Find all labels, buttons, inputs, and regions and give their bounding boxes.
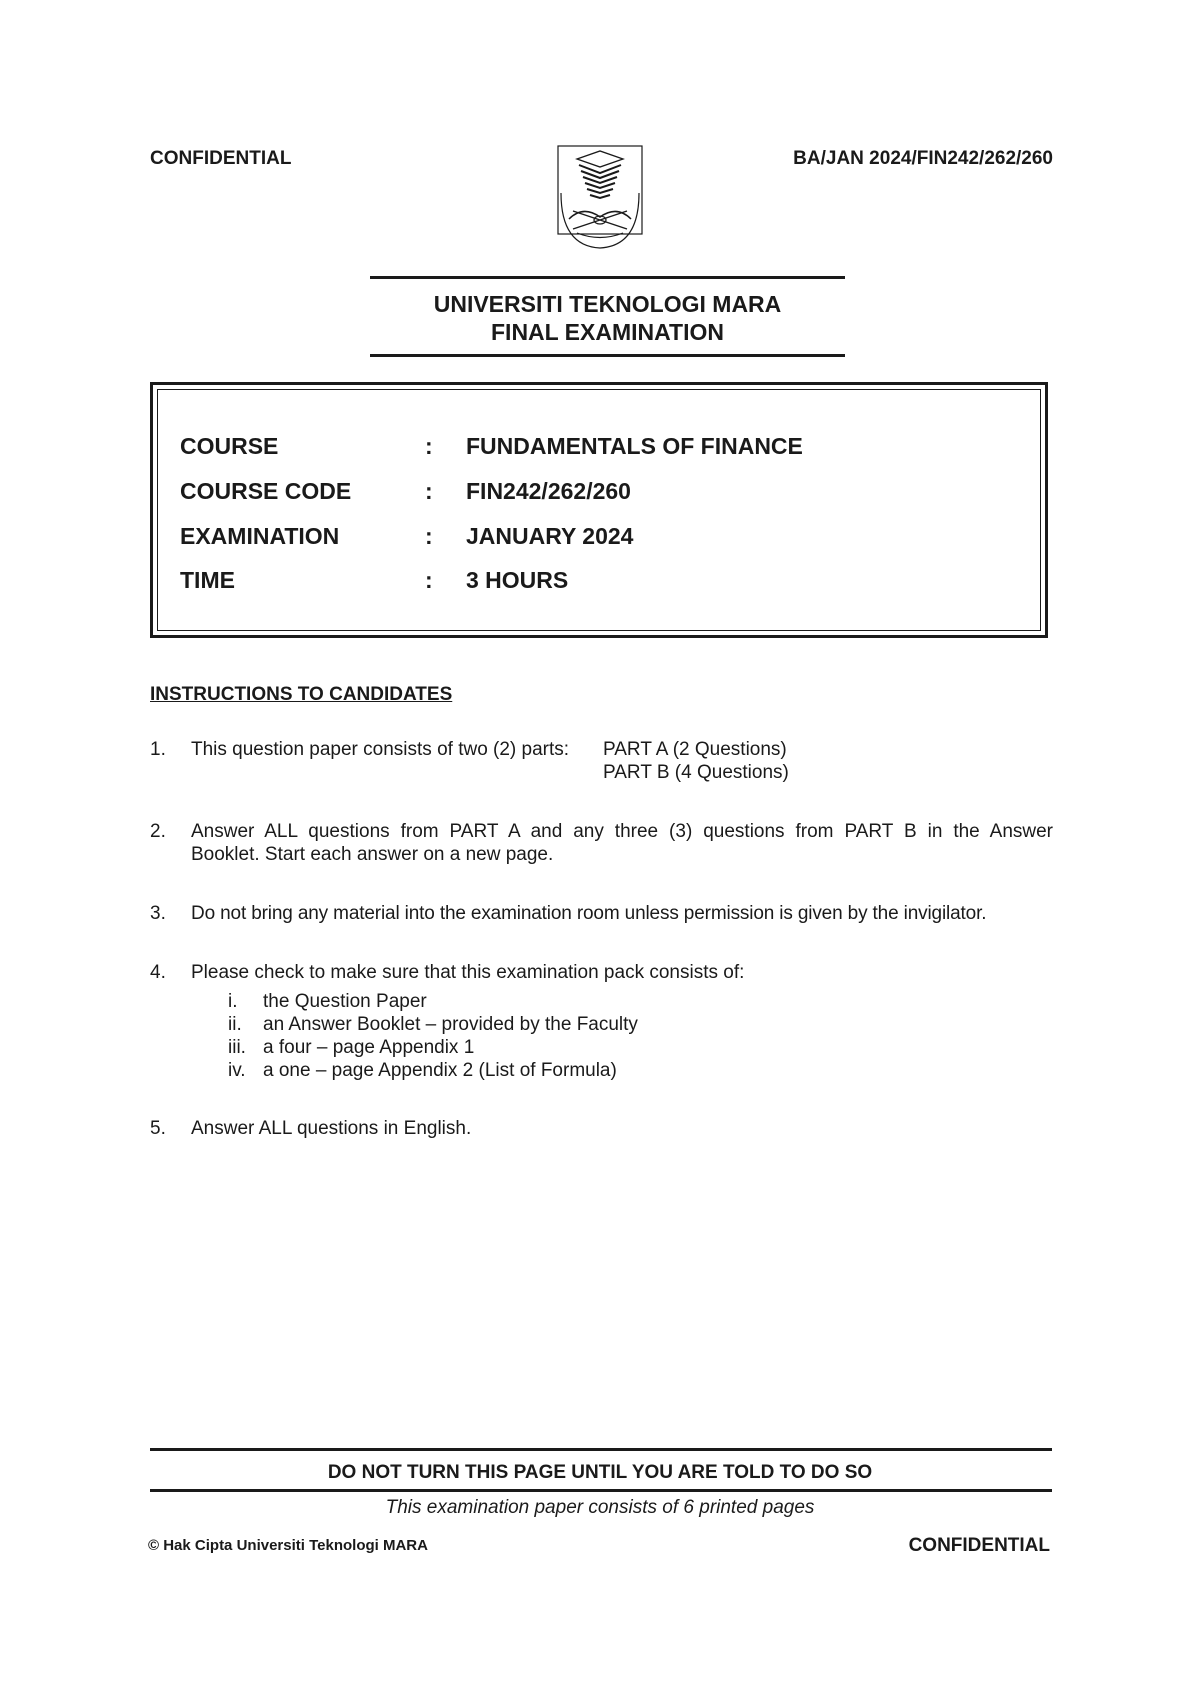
instruction-text-line1: Answer ALL questions from PART A and any three (3) questions from PART B in the Answer	[191, 821, 1053, 842]
detail-separator: :	[425, 478, 433, 504]
subitem-text: a four – page Appendix 1	[263, 1037, 475, 1058]
subitem-number: iv.	[228, 1060, 246, 1081]
title-top-rule	[370, 276, 845, 279]
instruction-number: 1.	[150, 739, 166, 760]
instruction-number: 3.	[150, 903, 166, 924]
detail-value: JANUARY 2024	[466, 523, 634, 549]
exam-title: FINAL EXAMINATION	[491, 319, 724, 345]
header-exam-code: BA/JAN 2024/FIN242/262/260	[793, 148, 1053, 169]
footer-confidential: CONFIDENTIAL	[908, 1535, 1050, 1556]
detail-label: COURSE CODE	[180, 478, 352, 504]
detail-separator: :	[425, 433, 433, 459]
instruction-text-line2: Booklet. Start each answer on a new page.	[191, 844, 554, 865]
subitem-text: an Answer Booklet – provided by the Faculty	[263, 1014, 638, 1035]
header-confidential: CONFIDENTIAL	[150, 148, 292, 169]
university-name: UNIVERSITI TEKNOLOGI MARA	[433, 291, 782, 317]
detail-value: FUNDAMENTALS OF FINANCE	[466, 433, 803, 459]
title-bottom-rule	[370, 354, 845, 357]
footer-bottom-rule	[150, 1489, 1052, 1492]
instruction-number: 5.	[150, 1118, 166, 1139]
instructions-title: INSTRUCTIONS TO CANDIDATES	[150, 684, 453, 705]
subitem-number: iii.	[228, 1037, 246, 1058]
instruction-text: Do not bring any material into the examination room unless permission is given by the invigilator.	[191, 903, 987, 924]
detail-label: EXAMINATION	[180, 523, 340, 549]
footer-top-rule	[150, 1448, 1052, 1451]
instruction-text: Please check to make sure that this examination pack consists of:	[191, 962, 745, 983]
part-a-text: PART A (2 Questions)	[603, 739, 787, 760]
subitem-number: ii.	[228, 1014, 242, 1035]
subitem-text: a one – page Appendix 2 (List of Formula)	[263, 1060, 617, 1081]
instruction-number: 4.	[150, 962, 166, 983]
page-count-note: This examination paper consists of 6 printed pages	[385, 1497, 815, 1518]
footer-notice: DO NOT TURN THIS PAGE UNTIL YOU ARE TOLD TO DO SO	[327, 1462, 873, 1483]
subitem-text: the Question Paper	[263, 991, 427, 1012]
detail-value: 3 HOURS	[466, 567, 569, 593]
instruction-text: This question paper consists of two (2) parts:	[191, 739, 570, 760]
copyright-text: © Hak Cipta Universiti Teknologi MARA	[148, 1537, 428, 1554]
part-b-text: PART B (4 Questions)	[603, 762, 789, 783]
detail-label: COURSE	[180, 433, 279, 459]
detail-label: TIME	[180, 567, 235, 593]
detail-separator: :	[425, 523, 433, 549]
subitem-number: i.	[228, 991, 238, 1012]
course-details-box	[150, 382, 1048, 638]
detail-separator: :	[425, 567, 433, 593]
university-crest-icon	[557, 145, 643, 249]
instruction-number: 2.	[150, 821, 166, 842]
detail-value: FIN242/262/260	[466, 478, 631, 504]
instruction-text: Answer ALL questions in English.	[191, 1118, 472, 1139]
page-title	[370, 290, 845, 346]
